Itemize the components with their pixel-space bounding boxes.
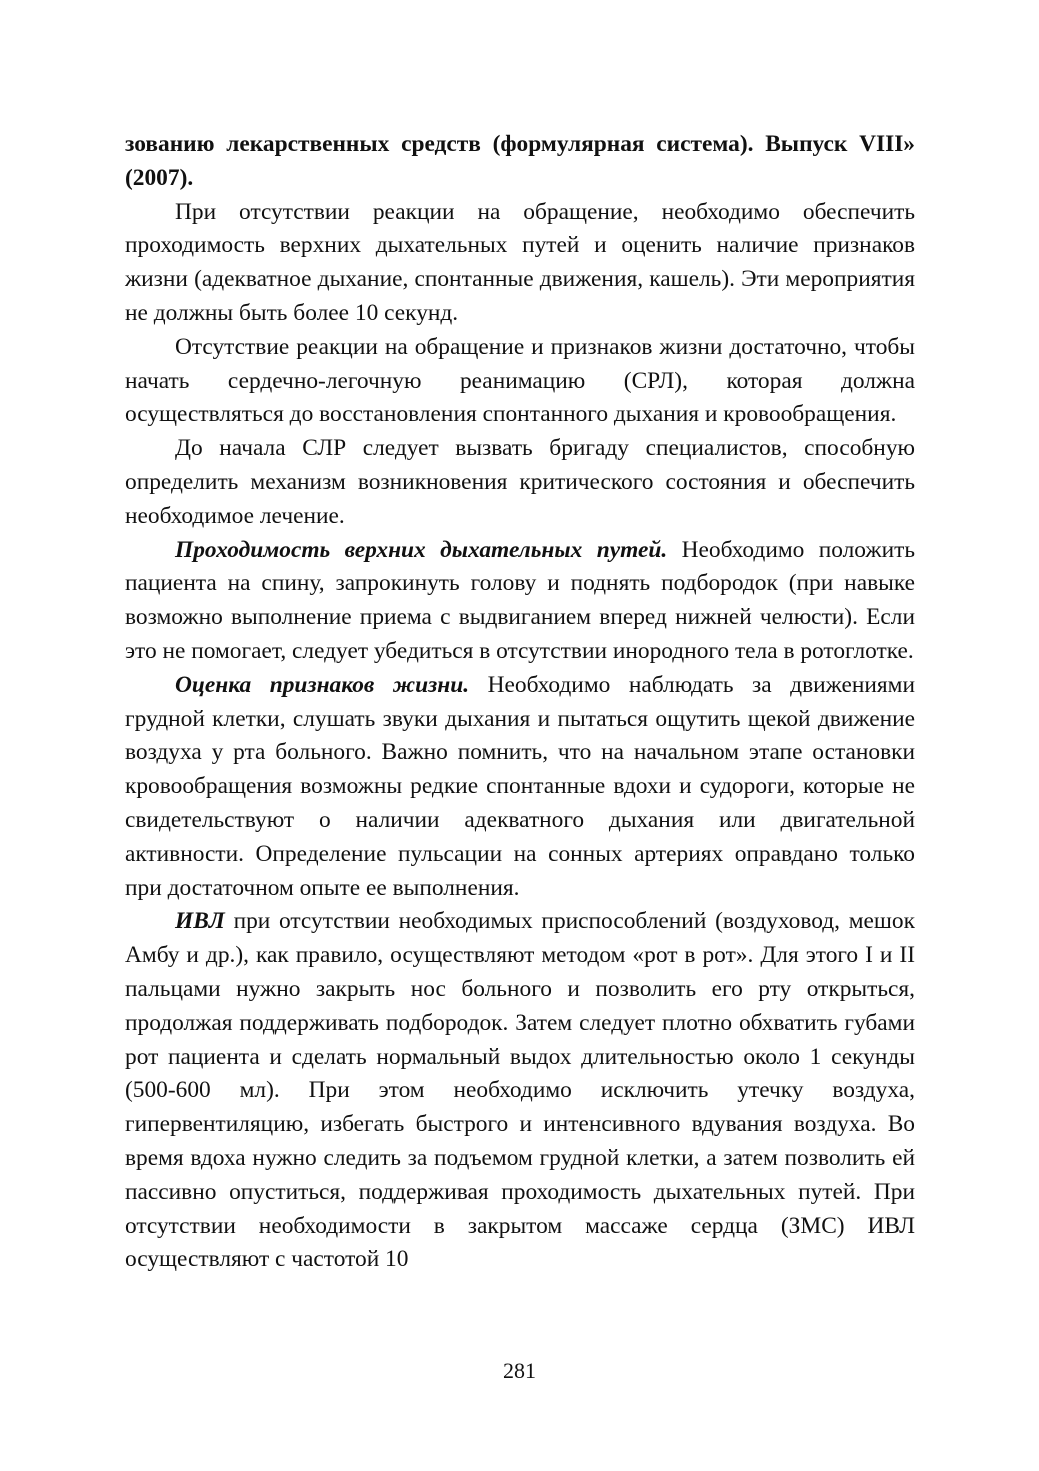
paragraph-airway [125, 534, 915, 669]
paragraph-ventilation [125, 905, 915, 1277]
paragraph-response: При отсутствии реакции на обращение, необходимо обеспечить проходимость верхних дыхательных путей и оценить наличие признаков жизни (адекватное дыхание, спонтанные движения, кашель). Эти мероприятия не должны быть более 10 секунд. [125, 198, 915, 326]
airway-heading: Проходимость верхних дыхательных путей. [175, 536, 668, 563]
page-number: 281 [503, 1358, 536, 1383]
page-body [125, 128, 915, 1277]
ventilation-heading: ИВЛ [175, 908, 225, 935]
paragraph-team-call: До начала СЛР следует вызвать бригаду специалистов, способную определить механизм возникновения критического состояния и обеспечить необходимое лечение. [125, 435, 915, 529]
ventilation-text: при отсутствии необходимых приспособлений (воздуховод, мешок Амбу и др.), как правило, осуществляют методом «рот в рот». Для этого I и II пальцами нужно закрыть нос больного и позволить его рту открыться, продолжая поддерживать подбородок. Затем следует плотно обхватить губами рот пациента и сделать нормальный выдох длительностью около 1 секунды (500-600 мл). При этом необходимо исключить утечку воздуха, гипервентиляцию, избегать быстрого и интенсивного вдувания воздуха. Во время вдоха нужно следить за подъемом грудной клетки, а затем позволить ей пассивно опуститься, поддерживая проходимость дыхательных путей. При отсутствии необходимости в закрытом массаже сердца (ЗМС) ИВЛ осуществляют с частотой 10 [125, 908, 915, 1273]
airway-text: Необходимо положить пациента на спину, запрокинуть голову и поднять подбородок (при навыке возможно выполнение приема с выдвиганием вперед нижней челюсти). Если это не помогает, следует убедиться в отсутствии инородного тела в ротоглотке. [125, 536, 915, 664]
intro-text: зованию лекарственных средств (формулярная система). Выпуск VIII» (2007). [125, 131, 915, 191]
signs-of-life-heading: Оценка признаков жизни. [175, 671, 470, 698]
signs-of-life-text: Необходимо наблюдать за движениями грудной клетки, слушать звуки дыхания и пытаться ощутить щекой движение воздуха у рта больного. Важно помнить, что на начальном этапе остановки кровообращения возможны редкие спонтанные вдохи и судороги, которые не свидетельствуют о наличии адекватного дыхания или двигательной активности. Определение пульсации на сонных артериях оправдано только при достаточном опыте ее выполнения. [125, 671, 915, 901]
paragraph-signs-of-life [125, 669, 915, 906]
paragraph-cpr-start: Отсутствие реакции на обращение и признаков жизни достаточно, чтобы начать сердечно-легочную реанимацию (СРЛ), которая должна осуществляться до восстановления спонтанного дыхания и кровообращения. [125, 333, 915, 428]
